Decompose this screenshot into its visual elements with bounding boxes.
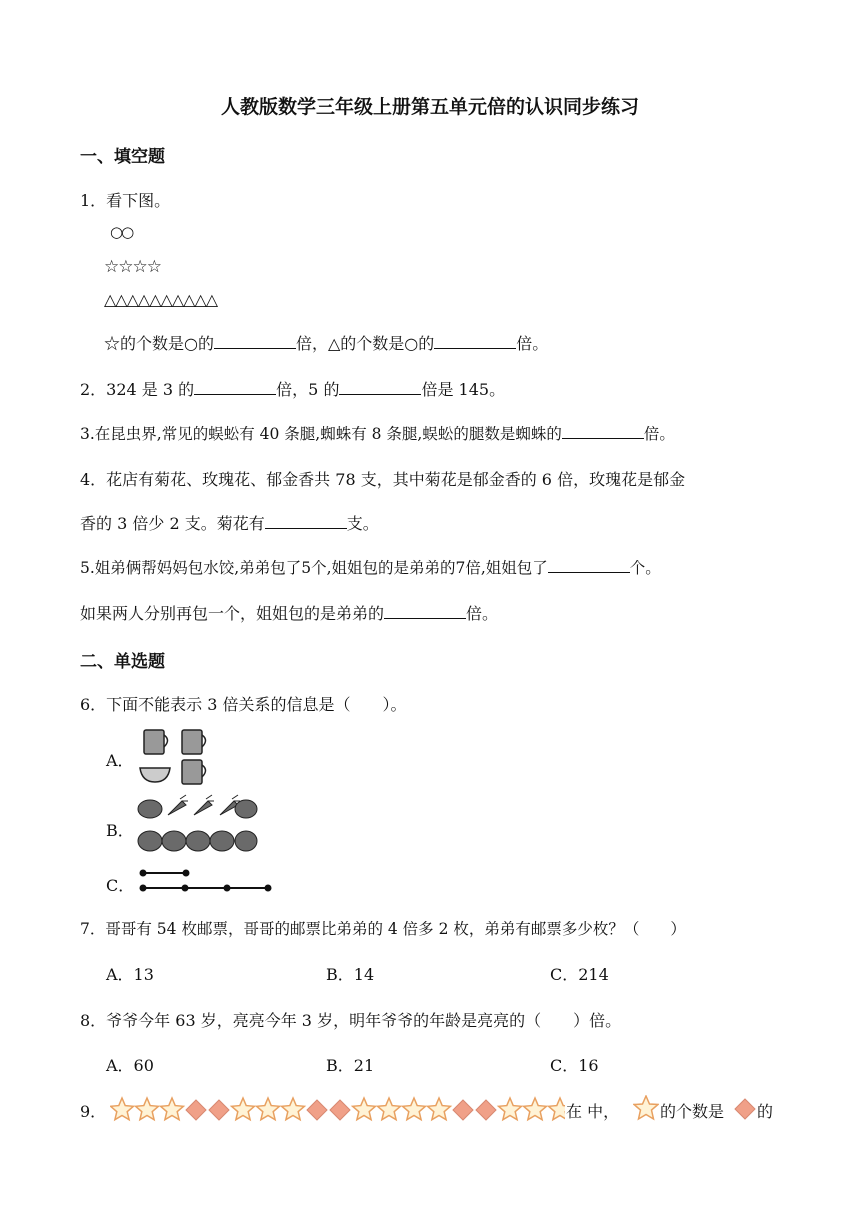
q5-text-3: 如果两人分别再包一个，姐姐包的是弟弟的 — [80, 604, 385, 623]
star-icon — [428, 1098, 451, 1120]
star-icon — [232, 1098, 255, 1120]
q5-line2 — [80, 601, 498, 624]
q6-option-b-vegetables-image — [136, 793, 258, 857]
q7-option-c[interactable]: C．214 — [550, 965, 609, 984]
q7-stem: 7．哥哥有 54 枚邮票，哥哥的邮票比弟弟的 4 倍多 2 枚，弟弟有邮票多少枚？（ ） — [80, 920, 686, 938]
q9-text-2: 的个数是 — [660, 1102, 725, 1121]
q1-blank-2[interactable] — [434, 334, 516, 349]
diamond-icon — [186, 1100, 206, 1120]
q3-text-1: 3.在昆虫界,常见的蜈蚣有 40 条腿,蜘蛛有 8 条腿,蜈蚣的腿数是蜘蛛的 — [80, 425, 562, 443]
q2-text-3: 倍是 145。 — [421, 380, 506, 399]
eggplant-icon — [235, 800, 257, 818]
section-fill-blank: 一、填空题 — [80, 147, 165, 167]
page-title: 人教版数学三年级上册第五单元倍的认识同步练习 — [220, 96, 639, 118]
triangles-row: △△△△△△△△△△ — [104, 290, 218, 309]
q4-blank[interactable] — [265, 514, 347, 529]
star-icon — [524, 1098, 547, 1120]
bowl-icon — [140, 768, 170, 782]
q6-option-b-label[interactable]: B． — [106, 821, 134, 840]
q5-blank-1[interactable] — [548, 558, 630, 573]
star-icon — [499, 1098, 522, 1120]
eggplant-icon — [162, 831, 186, 851]
star-icon — [403, 1098, 426, 1120]
star-icon — [378, 1098, 401, 1120]
q6-option-a-cups-image — [138, 726, 210, 788]
eggplant-icon — [235, 831, 257, 851]
q6-option-c-label[interactable]: C． — [106, 876, 135, 895]
q9-star-icon — [633, 1095, 659, 1121]
q4-line1: 4．花店有菊花、玫瑰花、郁金香共 78 支，其中菊花是郁金香的 6 倍，玫瑰花是郁金 — [80, 470, 686, 489]
diamond-icon — [307, 1100, 327, 1120]
q2-blank-1[interactable] — [194, 380, 276, 395]
q1-answer-line — [104, 331, 548, 354]
q1-text-2: 倍，△的个数是○的 — [295, 334, 435, 353]
q4-text-1: 香的 3 倍少 2 支。菊花有 — [80, 514, 265, 533]
star-icon — [111, 1098, 134, 1120]
star-icon — [161, 1098, 184, 1120]
star-icon — [136, 1098, 159, 1120]
q9-diamond-icon — [734, 1098, 756, 1120]
star-icon — [282, 1098, 305, 1120]
star-icon — [257, 1098, 280, 1120]
q2-blank-2[interactable] — [339, 380, 421, 395]
q3-blank[interactable] — [562, 424, 644, 439]
q1-text-3: 倍。 — [516, 334, 549, 353]
diamond-icon — [476, 1100, 496, 1120]
q6-option-a-label[interactable]: A． — [106, 751, 134, 770]
carrot-icon — [194, 801, 212, 815]
q5-text-2: 个。 — [629, 559, 661, 577]
eggplant-icon — [210, 831, 234, 851]
q4-text-2: 支。 — [346, 514, 379, 533]
star-icon — [549, 1098, 565, 1120]
q6-option-c-line-segments — [138, 866, 274, 894]
stars-row: ☆☆☆☆ — [104, 257, 161, 277]
eggplant-icon — [138, 800, 162, 818]
circles-row: ○○ — [110, 223, 133, 241]
section-single-choice: 二、单选题 — [80, 652, 165, 672]
diamond-icon — [453, 1100, 473, 1120]
q5-text-1: 5.姐弟俩帮妈妈包水饺,弟弟包了5个,姐姐包的是弟弟的7倍,姐姐包了 — [80, 559, 548, 577]
q3 — [80, 422, 675, 444]
q7-option-a[interactable]: A．13 — [106, 965, 154, 984]
q2-text-2: 倍，5 的 — [276, 380, 340, 399]
eggplant-icon — [138, 831, 162, 851]
q5-line1 — [80, 556, 661, 578]
eggplant-icon — [186, 831, 210, 851]
q9-text-3: 的 — [757, 1102, 774, 1121]
q8-stem: 8．爷爷今年 63 岁，亮亮今年 3 岁，明年爷爷的年龄是亮亮的（ ）倍。 — [80, 1011, 622, 1030]
q8-option-a[interactable]: A．60 — [106, 1056, 154, 1075]
q4-line2 — [80, 511, 379, 534]
q1-text-1: ☆的个数是○的 — [104, 334, 214, 353]
q6-stem: 6．下面不能表示 3 倍关系的信息是（ ）。 — [80, 695, 407, 714]
q9-number: 9． — [80, 1102, 107, 1121]
q1-blank-1[interactable] — [214, 334, 296, 349]
q8-option-b[interactable]: B．21 — [326, 1056, 375, 1075]
diamond-icon — [330, 1100, 350, 1120]
q2-text-1: 2．324 是 3 的 — [80, 380, 195, 399]
q7-option-b[interactable]: B．14 — [326, 965, 375, 984]
q1-stem: 1．看下图。 — [80, 191, 171, 210]
q8-option-c[interactable]: C．16 — [550, 1056, 599, 1075]
q5-text-4: 倍。 — [466, 604, 499, 623]
q9-text-1: 在 中， — [566, 1102, 620, 1121]
carrot-icon — [168, 801, 186, 815]
q3-text-2: 倍。 — [643, 425, 675, 443]
q5-blank-2[interactable] — [384, 604, 466, 619]
q2 — [80, 377, 505, 400]
diamond-icon — [209, 1100, 229, 1120]
q9-shape-sequence — [110, 1096, 565, 1124]
star-icon — [353, 1098, 376, 1120]
